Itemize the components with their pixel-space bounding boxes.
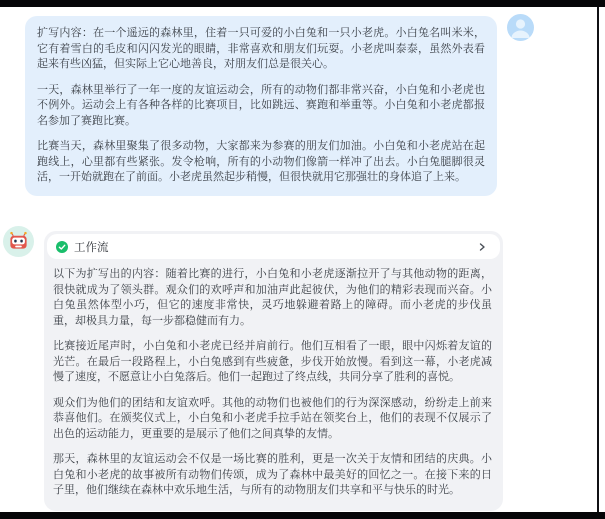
- user-avatar: [507, 14, 534, 41]
- assistant-paragraph: 那天，森林里的友谊运动会不仅是一场比赛的胜利，更是一次关于友情和团结的庆典。小白兔和小老虎的故事被所有动物们传颂，成为了森林中最美好的回忆之一。在接下来的日子里，他们继续在森林中欢乐地生活，与所有的动物朋友们共享和平与快乐的时光。: [53, 453, 492, 496]
- robot-icon: [8, 231, 29, 252]
- user-paragraph: 扩写内容：在一个遥远的森林里，住着一只可爱的小白兔和一只小老虎。小白兔名叫米米，它有着雪白的毛皮和闪闪发光的眼睛，非常喜欢和朋友们玩耍。小老虎叫泰泰，虽然外表看起来有些凶猛，但实际上它心地善良，对朋友们总是很关心。: [37, 27, 485, 70]
- assistant-paragraph: 观众们为他们的团结和友谊欢呼。其他的动物们也被他们的行为深深感动，纷纷走上前来恭喜他们。在颁奖仪式上，小白兔和小老虎手拉手站在领奖台上，他们的表现不仅展示了出色的运动能力，更重要的是展示了他们之间真挚的友情。: [53, 396, 492, 440]
- check-circle-icon: [56, 241, 68, 253]
- user-message-bubble: [25, 16, 497, 196]
- user-paragraph: 一天，森林里举行了一年一度的友谊运动会，所有的动物们都非常兴奋，小白兔和小老虎也不例外。运动会上有各种各样的比赛项目，比如跳远、赛跑和举重等。小白兔和小老虎都报名参加了赛跑比赛。: [37, 83, 485, 127]
- workflow-label: 工作流: [74, 241, 109, 254]
- user-paragraph: 比赛当天，森林里聚集了很多动物，大家都来为参赛的朋友们加油。小白兔和小老虎站在起跑线上，心里都有些紧张。发令枪响，所有的小动物们像箭一样冲了出去。小白兔腿脚很灵活，一开始就跑在了前面。小老虎虽然起步稍慢，但很快就用它那强壮的身体追了上来。: [37, 140, 485, 183]
- assistant-paragraph: 比赛接近尾声时，小白兔和小老虎已经并肩前行。他们互相看了一眼，眼中闪烁着友谊的光芒。在最后一段路程上，小白兔感到有些疲惫，步伐开始放慢。看到这一幕，小老虎减慢了速度，不愿意让小白兔落后。他们一起跑过了终点线，共同分享了胜利的喜悦。: [53, 340, 492, 383]
- workflow-collapsible-header[interactable]: [47, 234, 500, 259]
- chevron-right-icon[interactable]: [477, 242, 487, 252]
- assistant-message-bubble: [44, 231, 503, 511]
- assistant-message-text: [47, 259, 500, 508]
- window-bottom-border: [0, 512, 605, 519]
- assistant-paragraph: 以下为扩写出的内容：随着比赛的进行，小白兔和小老虎逐渐拉开了与其他动物的距离，很快就成为了领头群。观众们的欢呼声和加油声此起彼伏，为他们的精彩表现而兴奋。小白兔虽然体型小巧，但它的速度非常快，灵巧地躲避着路上的障碍。而小老虎的步伐虽重，却极具力量，每一步都稳健而有力。: [53, 268, 492, 327]
- person-icon: [507, 14, 534, 41]
- assistant-avatar: [3, 226, 34, 257]
- window-top-border: [0, 0, 605, 7]
- window-right-edge: [597, 7, 599, 512]
